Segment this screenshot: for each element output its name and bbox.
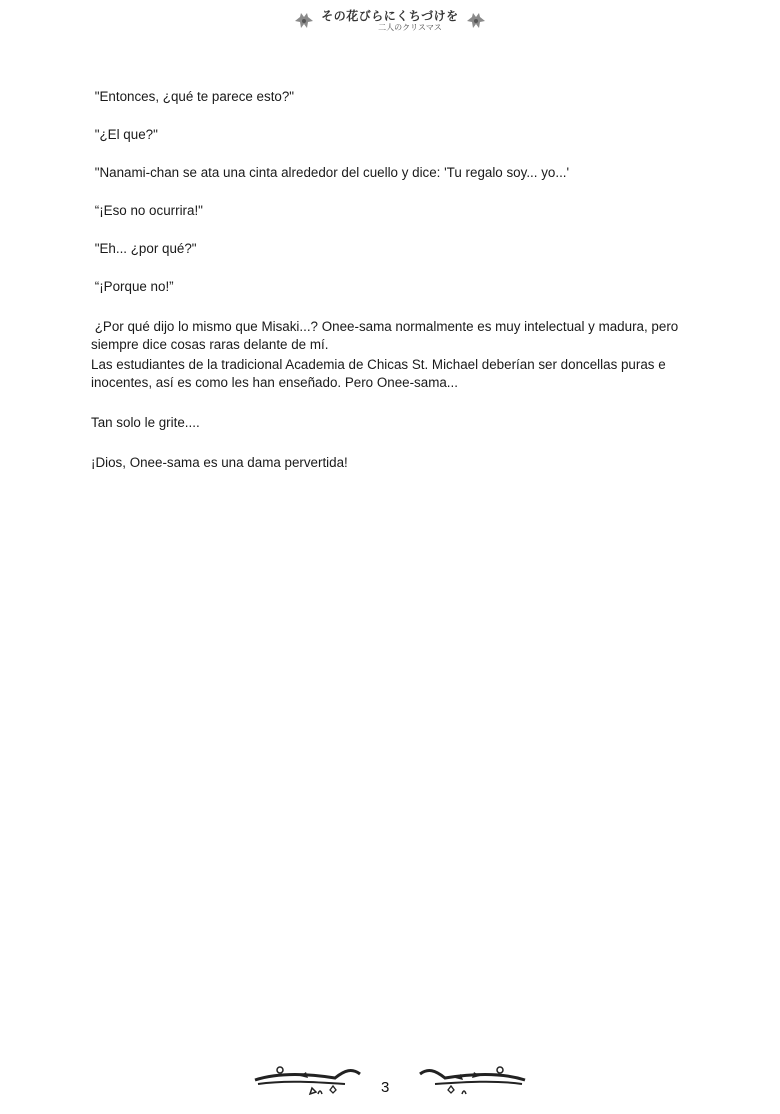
holly-leaf-icon: [293, 10, 315, 32]
header-titles: [321, 10, 458, 32]
dialogue-line: “¡Porque no!”: [91, 279, 174, 294]
narration-line: ¡Dios, Onee-sama es una dama pervertida!: [91, 455, 348, 470]
dialogue-line: "Entonces, ¿qué te parece esto?": [91, 89, 295, 104]
narration-paragraph: Las estudiantes de la tradicional Academia de Chicas St. Michael deberían ser doncellas puras e inocentes, así es como les han enseñado. Pero Onee-sama...: [91, 357, 670, 390]
header-title: その花びらにくちづけを: [321, 9, 459, 23]
holly-leaf-icon: [465, 10, 487, 32]
narration-paragraph: ¿Por qué dijo lo mismo que Misaki...? Onee-sama normalmente es muy intelectual y madura, pero siempre dice cosas raras delante de mí.: [91, 319, 682, 352]
narration-line: Tan solo le grite....: [91, 415, 200, 430]
dialogue-line: "Nanami-chan se ata una cinta alrededor del cuello y dice: 'Tu regalo soy... yo...': [91, 165, 570, 180]
header-subtitle: 二人のクリスマス: [378, 23, 442, 32]
dialogue-line: "¿El que?": [91, 127, 158, 142]
page-number: 3: [381, 1079, 390, 1096]
dialogue-line: “¡Eso no ocurrira!": [91, 203, 203, 218]
page-header: [0, 6, 780, 36]
dialogue-line: "Eh... ¿por qué?": [91, 241, 197, 256]
footer-ribbon-ornament: [0, 1060, 780, 1100]
